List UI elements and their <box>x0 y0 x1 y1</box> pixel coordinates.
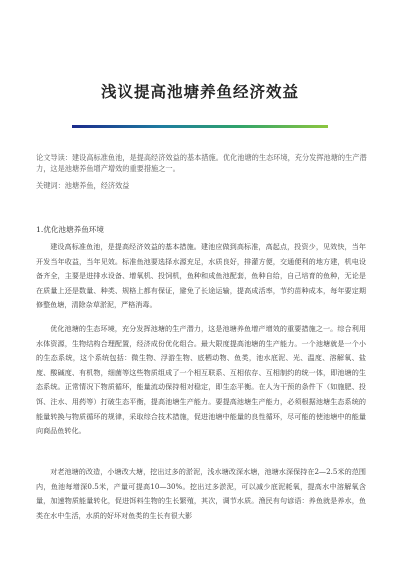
body-paragraph <box>36 240 366 313</box>
body-paragraph <box>36 465 366 523</box>
page-title: 浅议提高池塘养鱼经济效益 <box>100 82 299 101</box>
abstract-text: 论文导读：建设高标准鱼池，是提高经济效益的基本措施。优化池塘的生态环境，充分发挥池塘的生产潜力，这是池塘养鱼增产增效的重要措施之一。 <box>36 153 367 174</box>
keywords-text: 关键词：池塘养鱼，经济效益 <box>36 181 130 190</box>
title-divider <box>72 125 328 128</box>
body-paragraph <box>36 322 366 439</box>
section-heading: 1.优化池塘养鱼环境 <box>36 225 104 234</box>
paragraph-text: 优化池塘的生态环境，充分发挥池塘的生产潜力，这是池塘养鱼增产增效的重要措施之一。综合利用水体资源，生物结构合理配置，经济成份优化组合。最大限度提高池塘的生产能力。一个池塘就是一个小的生态系统，这个系统包括：微生物、浮游生物、底栖动物、鱼类，池水底泥、光、温度、溶解氧、盐度、酸碱度、有机物，细菌等这些物质组成了一个相互联系、互相依存、互相制约的统一体，即池塘的生态系统。正常情况下物质循环，能量流动保持相对稳定，即生态平衡。在人为干预的条件下（如施肥、投饵、注水、用药等）打破生态平衡，提高池塘生产能力。要提高池塘生产能力，必须根据池塘生态系统的能量转换与物质循环的规律，采取综合技术措施，促进池塘中能量的良性循环，尽可能的使池塘中的能量向商品鱼转化。 <box>36 324 366 436</box>
paragraph-text: 对老池塘的改造，小塘改大塘，挖出过多的淤泥，浅水塘改深水塘，池塘水深保持在2—2.5米的范围内，鱼池每增深0.5米，产量可提高10—30%。挖出过多淤泥，可以减少底泥耗氧，提高水中溶解氧含量，加速物质能量转化，促进饵料生物的生长繁殖，其次，调节水质。渔民有句谚语：养鱼就是养水，鱼类在水中生活，水质的好坏对鱼类的生长有很大影 <box>36 467 366 520</box>
paragraph-text: 建设高标准鱼池，是提高经济效益的基本措施。建池应做到高标准，高起点，投资少，见效快，当年开发当年收益，当年见效。标准鱼池要选择水源充足，水质良好，排灌方便，交通便利的地方建，机电设备齐全，主要是进排水设备、增氧机、投饲机，鱼种和成鱼池配套，鱼种自给，自己培育的鱼种，无论是在质量上还是数量、种类、规格上都有保证，避免了长途运输，提高成活率，节约苗种成本，每年要定期修整鱼塘，清除杂草淤泥，严格消毒。 <box>36 242 366 310</box>
